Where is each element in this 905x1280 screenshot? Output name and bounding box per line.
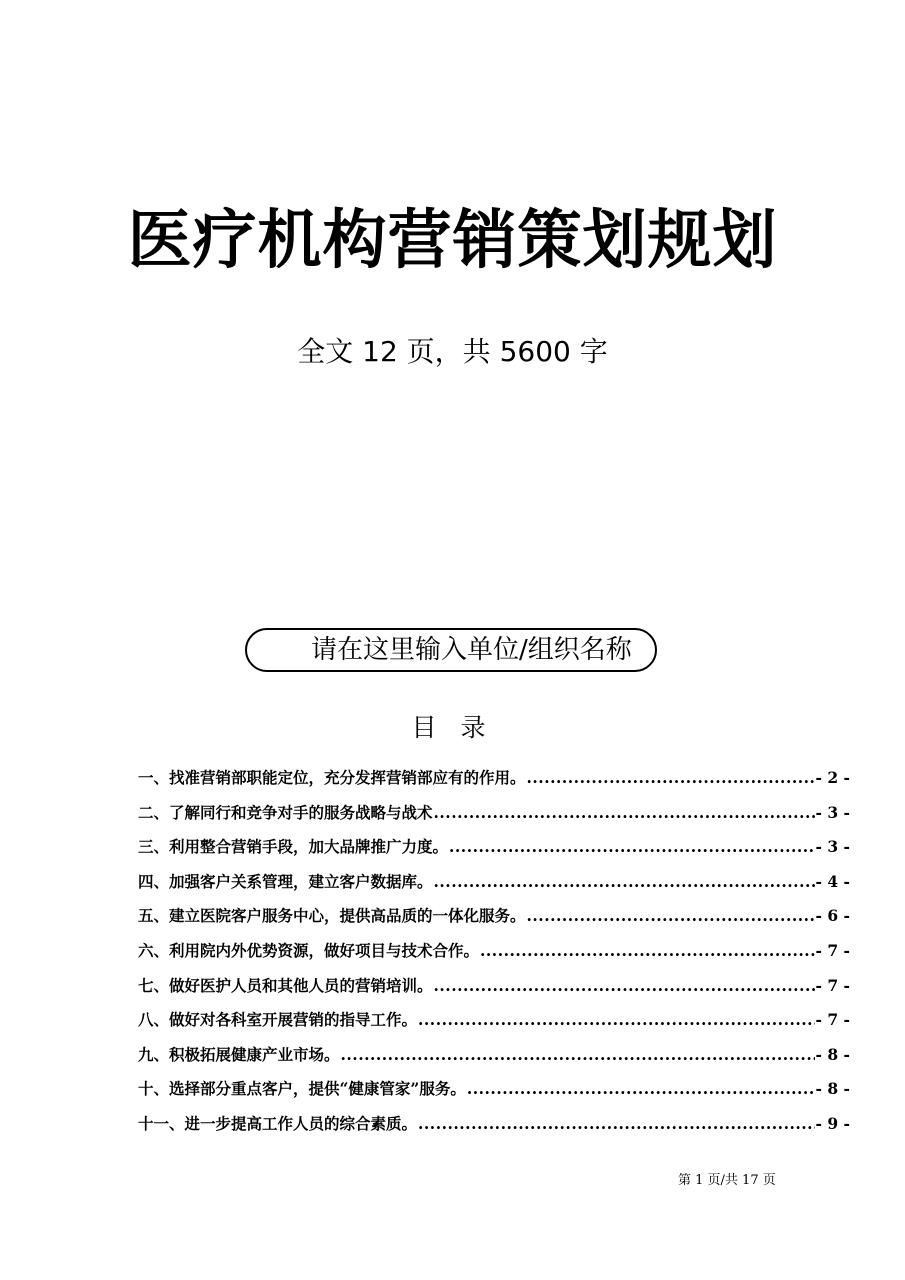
toc-entry-text: 一、找准营销部职能定位，充分发挥营销部应有的作用。 xyxy=(138,768,526,787)
toc-entry-text: 五、建立医院客户服务中心，提供高品质的一体化服务。 xyxy=(138,906,526,926)
toc-dot-leader xyxy=(434,976,815,995)
toc-dot-leader xyxy=(527,768,815,787)
toc-entry-text: 三、利用整合营销手段，加大品牌推广力度。 xyxy=(138,837,449,857)
toc-entry-page: - 2 - xyxy=(815,768,850,787)
toc-entry-text: 四、加强客户关系管理，建立客户数据库。 xyxy=(138,871,433,891)
toc-entry-page: - 7 - xyxy=(815,940,850,960)
toc-entry-text: 十一、进一步提高工作人员的综合素质。 xyxy=(138,1113,418,1133)
toc-entry[interactable] xyxy=(138,904,850,939)
document-subtitle: 全文 12 页，共 5600 字 xyxy=(297,335,608,368)
toc-entry[interactable] xyxy=(138,974,850,1009)
toc-entry-page: - 9 - xyxy=(815,1113,850,1133)
toc-entry[interactable] xyxy=(138,939,850,974)
toc-entry-text: 九、积极拓展健康产业市场。 xyxy=(138,1044,340,1064)
document-title: 医疗机构营销策划规划 xyxy=(127,204,778,278)
toc-dot-leader xyxy=(434,872,815,891)
toc-dot-leader xyxy=(418,1010,815,1029)
toc-dot-leader xyxy=(480,941,815,960)
toc-entry-page: - 3 - xyxy=(815,837,850,857)
toc-dot-leader xyxy=(449,837,815,856)
toc-heading: 目 录 xyxy=(411,713,494,742)
toc-entry-text: 六、利用院内外优势资源，做好项目与技术合作。 xyxy=(138,940,480,960)
toc-entry-page: - 7 - xyxy=(815,975,850,995)
toc-dot-leader xyxy=(467,1079,815,1098)
toc-entry[interactable] xyxy=(138,870,850,905)
toc-entry-page: - 8 - xyxy=(815,1044,850,1064)
toc-dot-leader xyxy=(527,906,815,925)
toc-entry-text: 七、做好医护人员和其他人员的营销培训。 xyxy=(138,975,433,995)
toc-entry-page: - 8 - xyxy=(815,1079,850,1099)
organization-name-field[interactable]: 请在这里输入单位/组织名称 xyxy=(245,628,657,672)
table-of-contents xyxy=(138,766,850,1147)
toc-entry-page: - 3 - xyxy=(815,802,850,822)
toc-entry-page: - 7 - xyxy=(815,1010,850,1030)
toc-entry[interactable] xyxy=(138,1112,850,1147)
toc-dot-leader xyxy=(341,1045,815,1064)
toc-entry-page: - 4 - xyxy=(815,871,850,891)
toc-entry[interactable] xyxy=(138,1043,850,1078)
page-indicator: 第 1 页/共 17 页 xyxy=(678,1173,776,1188)
toc-entry[interactable] xyxy=(138,1077,850,1112)
toc-entry[interactable] xyxy=(138,835,850,870)
toc-entry[interactable] xyxy=(138,766,850,801)
toc-entry[interactable] xyxy=(138,1008,850,1043)
toc-dot-leader xyxy=(434,803,815,822)
toc-entry[interactable] xyxy=(138,801,850,836)
toc-entry-text: 十、选择部分重点客户，提供“健康管家”服务。 xyxy=(138,1079,466,1099)
toc-entry-text: 八、做好对各科室开展营销的指导工作。 xyxy=(138,1010,418,1030)
toc-entry-page: - 6 - xyxy=(815,906,850,926)
toc-dot-leader xyxy=(418,1114,815,1133)
toc-entry-text: 二、了解同行和竞争对手的服务战略与战术 xyxy=(138,802,433,822)
